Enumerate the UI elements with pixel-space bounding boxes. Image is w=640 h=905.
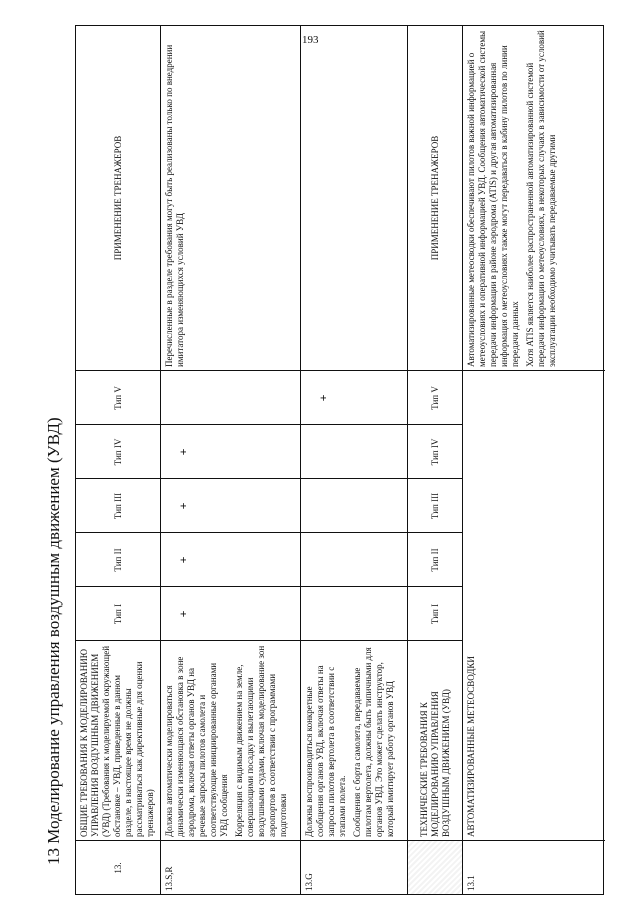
- application-header: ПРИМЕНЕНИЕ ТРЕНАЖЕРОВ: [113, 135, 124, 261]
- row-number: 13.1: [466, 875, 476, 891]
- requirement-paragraph: Сообщения с борта самолета, передаваемые пилотам вертолета, должны быть типичными для органов УВД. Это может сделать инструктор, который имитирует работу органов УВД: [351, 647, 395, 837]
- type-header: Тип IV: [113, 438, 124, 466]
- type-header: Тип II: [430, 548, 441, 572]
- application-text: [463, 25, 605, 371]
- table-row: [300, 25, 408, 895]
- type-header: Тип V: [113, 386, 124, 410]
- type-header: Тип IV: [430, 438, 441, 466]
- tech-header-row: [407, 25, 463, 895]
- empty-number-cell: [408, 841, 463, 895]
- requirement-text: [301, 641, 408, 841]
- requirement-text: [161, 641, 301, 841]
- requirement-paragraph: Должна автоматически моделироваться динамически изменяющаяся обстановка в зоне аэродрома, включая ответы органов УВД на речевые запросы пилотов самолета и соответствующие инициированные органами УВД сообщения: [164, 656, 229, 837]
- table-header-row: [75, 25, 161, 895]
- type-header: Тип I: [430, 603, 441, 625]
- requirement-paragraph: Корреляция с видимым движением на земле, совершающими посадку и вылетающими воздушными судами, включая моделирование зон аэропортов в соответствии с программами подготовки: [233, 645, 288, 837]
- type-mark: +: [176, 448, 190, 456]
- rotated-table-content: [44, 25, 604, 895]
- application-paragraph: Автоматизированные метеосводки обеспечивают пилотов важной информацией о метеоусловиях и оперативной информацией УВД. Сообщения автоматической системы передачи информации в районе аэродрома (ATIS) и другая автоматизированная информация о метеоусловиях также могут передаваться в кабину пилотов по линии передачи данных: [466, 30, 520, 367]
- row-number: 13.G: [304, 873, 314, 891]
- type-header: Тип III: [113, 492, 124, 520]
- page-number: 193: [302, 34, 319, 46]
- type-header: Тип I: [113, 603, 124, 625]
- application-header: ПРИМЕНЕНИЕ ТРЕНАЖЕРОВ: [430, 135, 441, 261]
- requirement-text: ОБЩИЕ ТРЕБОВАНИЯ К МОДЕЛИРОВАНИЮ УПРАВЛЕНИЯ ВОЗДУШНЫМ ДВИЖЕНИЕМ (УВД) (Требования к моделируемой окружающей обстановке – УВД, приведенные в данном разделе, в настоящее время не должны рассматриваться как директивные для оценки тренажеров): [79, 645, 155, 837]
- table-row: [160, 25, 301, 895]
- application-paragraph: Хотя ATIS является наиболее распространенной автоматизированной системой передачи информации о метеоусловиях, в некоторых случаях в зависимости от условий эксплуатации необходимо учитывать передаваемые другими: [524, 30, 557, 367]
- row-number: 13.S,R: [164, 866, 174, 891]
- tech-requirement-header: ТЕХНИЧЕСКИЕ ТРЕБОВАНИЯ К МОДЕЛИРОВАНИЮ УПРАВЛЕНИЯ ВОЗДУШНЫМ ДВИЖЕНИЕМ (УВД): [419, 689, 451, 837]
- type-header: Тип V: [430, 386, 441, 410]
- application-text: [301, 25, 408, 371]
- type-mark: +: [176, 610, 190, 618]
- type-header: Тип II: [113, 548, 124, 572]
- type-mark: +: [176, 556, 190, 564]
- row-number: 13.: [113, 862, 124, 874]
- application-text: Перечисленные в разделе требования могут быть реализованы только по внедрении имитатора изменяющихся условий УВД: [164, 44, 185, 367]
- type-mark: +: [316, 394, 330, 402]
- requirement-paragraph: Должны воспроизводиться конкретные сообщения органов УВД, включая ответы на запросы пилотов вертолета в соответствии с этапами полета.: [304, 665, 347, 837]
- type-header: Тип III: [430, 492, 441, 520]
- section-title: АВТОМАТИЗИРОВАННЫЕ МЕТЕОСВОДКИ: [466, 656, 476, 837]
- section-heading: 13 Моделирование управления воздушным движением (УВД): [44, 417, 63, 865]
- type-mark: +: [176, 502, 190, 510]
- table-row: [462, 25, 605, 895]
